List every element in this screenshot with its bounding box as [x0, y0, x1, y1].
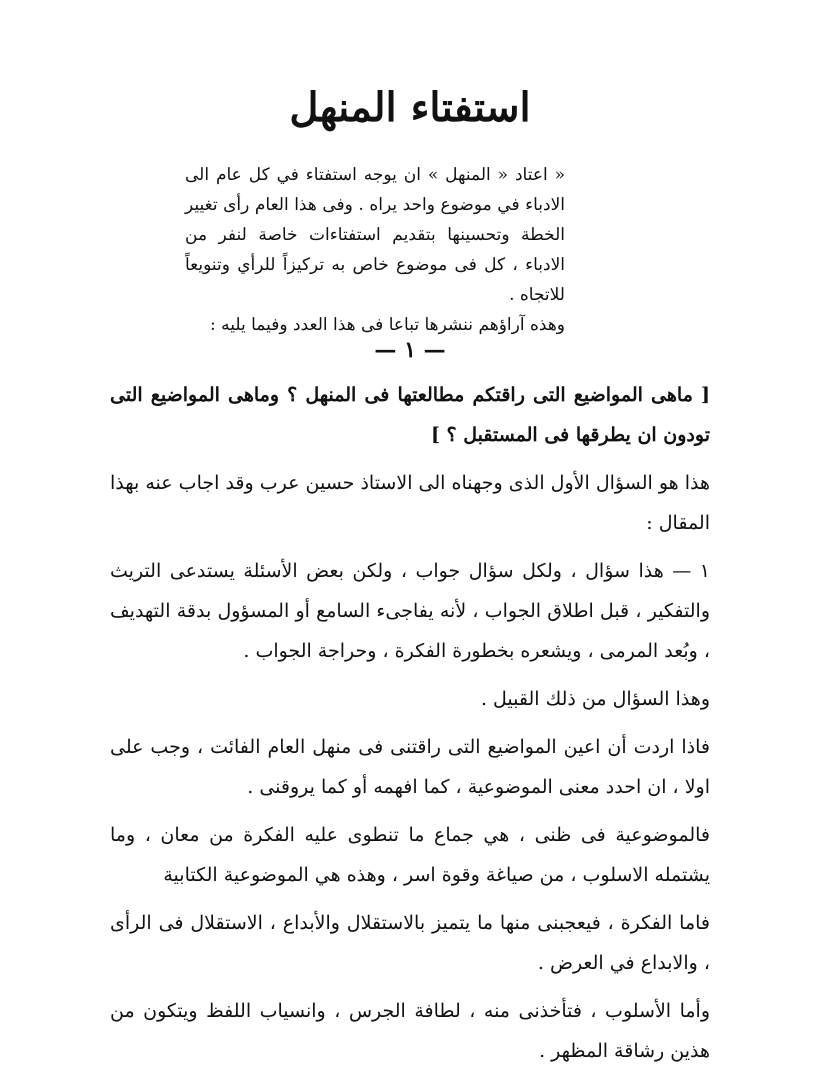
article-paragraph: وهذا السؤال من ذلك القبيل .	[480, 688, 710, 710]
article-paragraph: هذا هو السؤال الأول الذى وجهناه الى الاستاذ حسين عرب وقد اجاب عنه بهذا المقال :	[110, 472, 710, 534]
article-paragraph: فاذا اردت أن اعين المواضيع التى راقتنى فى منهل العام الفائت ، وجب على اولا ، ان احدد معنى الموضوعية ، كما افهمه أو كما يروقنى .	[110, 736, 710, 798]
article-paragraph: فالموضوعية فى ظنى ، هي جماع ما تنطوى عليه الفكرة من معان ، وما يشتمله الاسلوب ، من صياغة وقوة اسر ، وهذه هي الموضوعية الكتابية	[110, 824, 710, 886]
page-title: استفتاء المنهل	[289, 84, 531, 131]
article-body	[110, 375, 710, 1079]
article-paragraph: ١ — هذا سؤال ، ولكل سؤال جواب ، ولكن بعض الأسئلة يستدعى التريث والتفكير ، قبل اطلاق الجواب ، لأنه يفاجىء السامع أو المسؤول بدقة التهديف ، وبُعد المرمى ، ويشعره بخطورة الفكرة ، وحراجة الجواب .	[110, 560, 710, 662]
article-paragraph: وأما الأسلوب ، فتأخذنى منه ، لطافة الجرس ، وانسياب اللفظ ويتكون من هذين رشاقة المظهر .	[110, 1000, 710, 1062]
survey-question: [ ماهى المواضيع التى راقتكم مطالعتها فى المنهل ؟ وماهى المواضيع التى تودون ان يطرقها فى المستقبل ؟ ]	[110, 384, 710, 446]
section-number: — ١ —	[374, 337, 446, 363]
intro-paragraph: « اعتاد « المنهل » ان يوجه استفتاء في كل عام الى الادباء في موضوع واحد يراه . وفى هذا العام رأى تغيير الخطة وتحسينها بتقديم استفتاءات خاصة لنفر من الادباء ، كل فى موضوع خاص به تركيزاً للرأي وتنويعاً للاتجاه .	[185, 165, 565, 305]
article-paragraph: فاما الفكرة ، فيعجبنى منها ما يتميز بالاستقلال والأبداع ، الاستقلال فى الرأى ، والابداع في العرض .	[110, 912, 710, 974]
intro-paragraph: وهذه آراؤهم ننشرها تباعا فى هذا العدد وفيما يليه :	[209, 315, 565, 335]
editorial-intro	[185, 160, 565, 340]
